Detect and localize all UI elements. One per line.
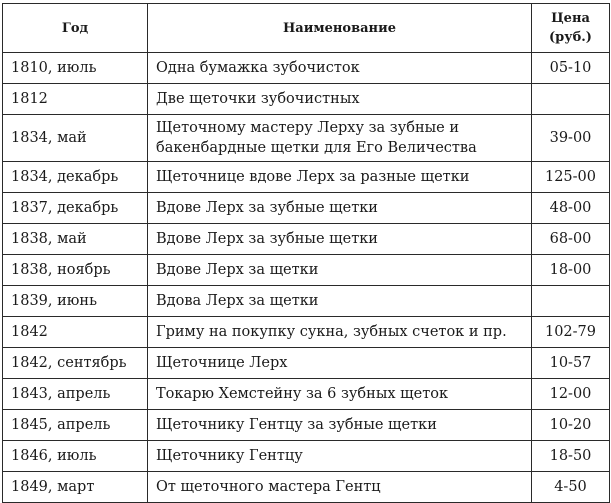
- table-row: [3, 224, 610, 255]
- cell-price: 68-00: [532, 224, 610, 255]
- cell-price: 125-00: [532, 162, 610, 193]
- cell-name: Гриму на покупку сукна, зубных счеток и пр.: [148, 317, 532, 348]
- cell-name: Щеточнице вдове Лерх за разные щетки: [148, 162, 532, 193]
- table-row: [3, 348, 610, 379]
- table-row: [3, 317, 610, 348]
- cell-year: 1812: [3, 84, 148, 115]
- header-price: [532, 4, 610, 53]
- table-row: [3, 286, 610, 317]
- cell-price: 39-00: [532, 115, 610, 162]
- cell-name: Вдове Лерх за зубные щетки: [148, 193, 532, 224]
- cell-year: 1845, апрель: [3, 410, 148, 441]
- cell-name: Вдове Лерх за зубные щетки: [148, 224, 532, 255]
- cell-price: 18-00: [532, 255, 610, 286]
- cell-year: 1842, сентябрь: [3, 348, 148, 379]
- cell-price: 48-00: [532, 193, 610, 224]
- cell-name: Щеточнику Гентцу: [148, 441, 532, 472]
- table-row: [3, 193, 610, 224]
- cell-year: 1842: [3, 317, 148, 348]
- table-row: [3, 84, 610, 115]
- price-table: [2, 3, 610, 503]
- cell-year: 1838, май: [3, 224, 148, 255]
- header-price-line2: (руб.): [549, 30, 592, 45]
- header-price-line1: Цена: [551, 11, 590, 26]
- cell-price: 12-00: [532, 379, 610, 410]
- cell-price: [532, 286, 610, 317]
- cell-year: 1839, июнь: [3, 286, 148, 317]
- cell-name: Токарю Хемстейну за 6 зубных щеток: [148, 379, 532, 410]
- cell-price: 18-50: [532, 441, 610, 472]
- cell-year: 1838, ноябрь: [3, 255, 148, 286]
- table-row: [3, 472, 610, 503]
- cell-price: 10-57: [532, 348, 610, 379]
- cell-year: 1846, июль: [3, 441, 148, 472]
- cell-price: 4-50: [532, 472, 610, 503]
- cell-year: 1849, март: [3, 472, 148, 503]
- cell-price: [532, 84, 610, 115]
- cell-year: 1834, декабрь: [3, 162, 148, 193]
- cell-year: 1810, июль: [3, 53, 148, 84]
- cell-name: Вдове Лерх за щетки: [148, 255, 532, 286]
- cell-name: От щеточного мастера Гентц: [148, 472, 532, 503]
- cell-year: 1834, май: [3, 115, 148, 162]
- cell-name: Одна бумажка зубочисток: [148, 53, 532, 84]
- header-year: Год: [3, 4, 148, 53]
- header-name: Наименование: [148, 4, 532, 53]
- cell-price: 10-20: [532, 410, 610, 441]
- table-row: [3, 255, 610, 286]
- cell-price: 05-10: [532, 53, 610, 84]
- cell-name: Две щеточки зубочистных: [148, 84, 532, 115]
- cell-name: Щеточнице Лерх: [148, 348, 532, 379]
- header-row: [3, 4, 610, 53]
- cell-year: 1837, декабрь: [3, 193, 148, 224]
- cell-year: 1843, апрель: [3, 379, 148, 410]
- table-row: [3, 115, 610, 162]
- cell-price: 102-79: [532, 317, 610, 348]
- cell-name: Щеточному мастеру Лерху за зубные и бакенбардные щетки для Его Величества: [148, 115, 532, 162]
- table-row: [3, 441, 610, 472]
- cell-name: Вдова Лерх за щетки: [148, 286, 532, 317]
- table-row: [3, 379, 610, 410]
- table-row: [3, 162, 610, 193]
- table-row: [3, 53, 610, 84]
- cell-name: Щеточнику Гентцу за зубные щетки: [148, 410, 532, 441]
- table-row: [3, 410, 610, 441]
